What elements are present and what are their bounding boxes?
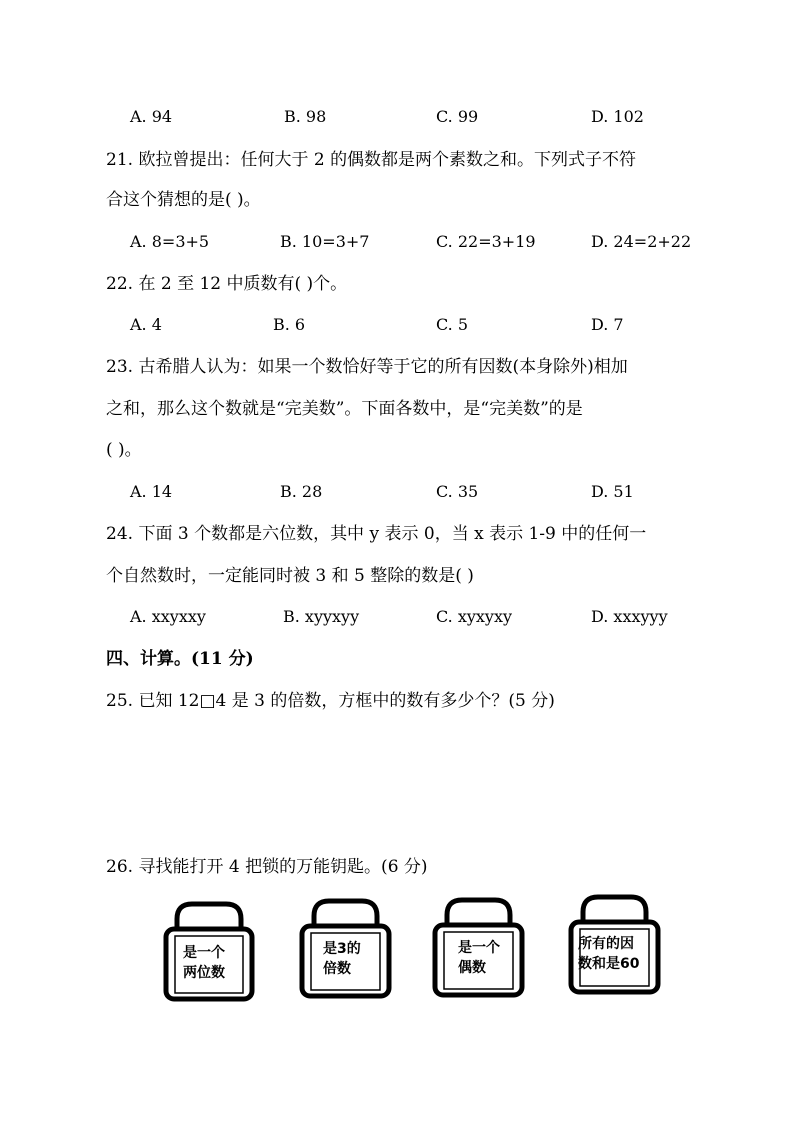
lock-1 (163, 901, 255, 1001)
q23-option-b[interactable]: B. 28 (280, 482, 323, 501)
q24-option-c[interactable]: C. xyxyxy (436, 607, 513, 626)
q22-option-a[interactable]: A. 4 (130, 315, 162, 334)
q22-option-b[interactable]: B. 6 (273, 315, 306, 334)
lock-4-line1: 所有的因 (578, 936, 634, 952)
lock-4-line2: 数和是60 (578, 956, 640, 972)
q24-option-b[interactable]: B. xyyxyy (283, 607, 360, 626)
q22-question-line1: 22. 在 2 至 12 中质数有( )个。 (106, 274, 348, 294)
q24-option-d[interactable]: D. xxxyyy (591, 607, 668, 626)
q24-option-a[interactable]: A. xxyxxy (130, 607, 206, 626)
lock-3-line1: 是一个 (458, 940, 500, 956)
q21-option-a[interactable]: A. 8=3+5 (130, 232, 210, 251)
q23-question-line3: ( )。 (106, 440, 142, 460)
lock-2 (299, 898, 392, 999)
q20-option-c[interactable]: C. 99 (436, 107, 479, 126)
q25-question: 25. 已知 12□4 是 3 的倍数，方框中的数有多少个？(5 分) (106, 691, 555, 711)
q20-option-b[interactable]: B. 98 (284, 107, 327, 126)
q22-option-c[interactable]: C. 5 (436, 315, 469, 334)
q21-question-line1: 21. 欧拉曾提出：任何大于 2 的偶数都是两个素数之和。下列式子不符 (106, 150, 637, 170)
lock-1-line2: 两位数 (183, 965, 225, 981)
q23-option-d[interactable]: D. 51 (591, 482, 634, 501)
q26-question: 26. 寻找能打开 4 把锁的万能钥匙。(6 分) (106, 857, 428, 877)
q21-option-b[interactable]: B. 10=3+7 (280, 232, 370, 251)
lock-3-line2: 偶数 (458, 960, 486, 976)
q22-option-d[interactable]: D. 7 (591, 315, 624, 334)
q21-option-c[interactable]: C. 22=3+19 (436, 232, 536, 251)
q23-question-line1: 23. 古希腊人认为：如果一个数恰好等于它的所有因数(本身除外)相加 (106, 357, 628, 377)
q23-question-line2: 之和，那么这个数就是“完美数”。下面各数中，是“完美数”的是 (106, 399, 583, 419)
q21-option-d[interactable]: D. 24=2+22 (591, 232, 692, 251)
q20-option-d[interactable]: D. 102 (591, 107, 644, 126)
lock-4 (568, 894, 661, 995)
lock-1-line1: 是一个 (183, 945, 225, 961)
lock-2-line1: 是3的 (323, 941, 361, 957)
lock-3 (432, 897, 525, 998)
q24-question-line1: 24. 下面 3 个数都是六位数，其中 y 表示 0，当 x 表示 1-9 中的任何一 (106, 524, 647, 544)
q24-question-line2: 个自然数时，一定能同时被 3 和 5 整除的数是( ) (106, 566, 474, 586)
q23-option-a[interactable]: A. 14 (130, 482, 173, 501)
q20-option-a[interactable]: A. 94 (130, 107, 173, 126)
q23-option-c[interactable]: C. 35 (436, 482, 479, 501)
lock-2-line2: 倍数 (323, 961, 351, 977)
section-4-title: 四、计算。(11 分) (106, 649, 254, 669)
q21-question-line2: 合这个猜想的是( )。 (106, 190, 261, 210)
